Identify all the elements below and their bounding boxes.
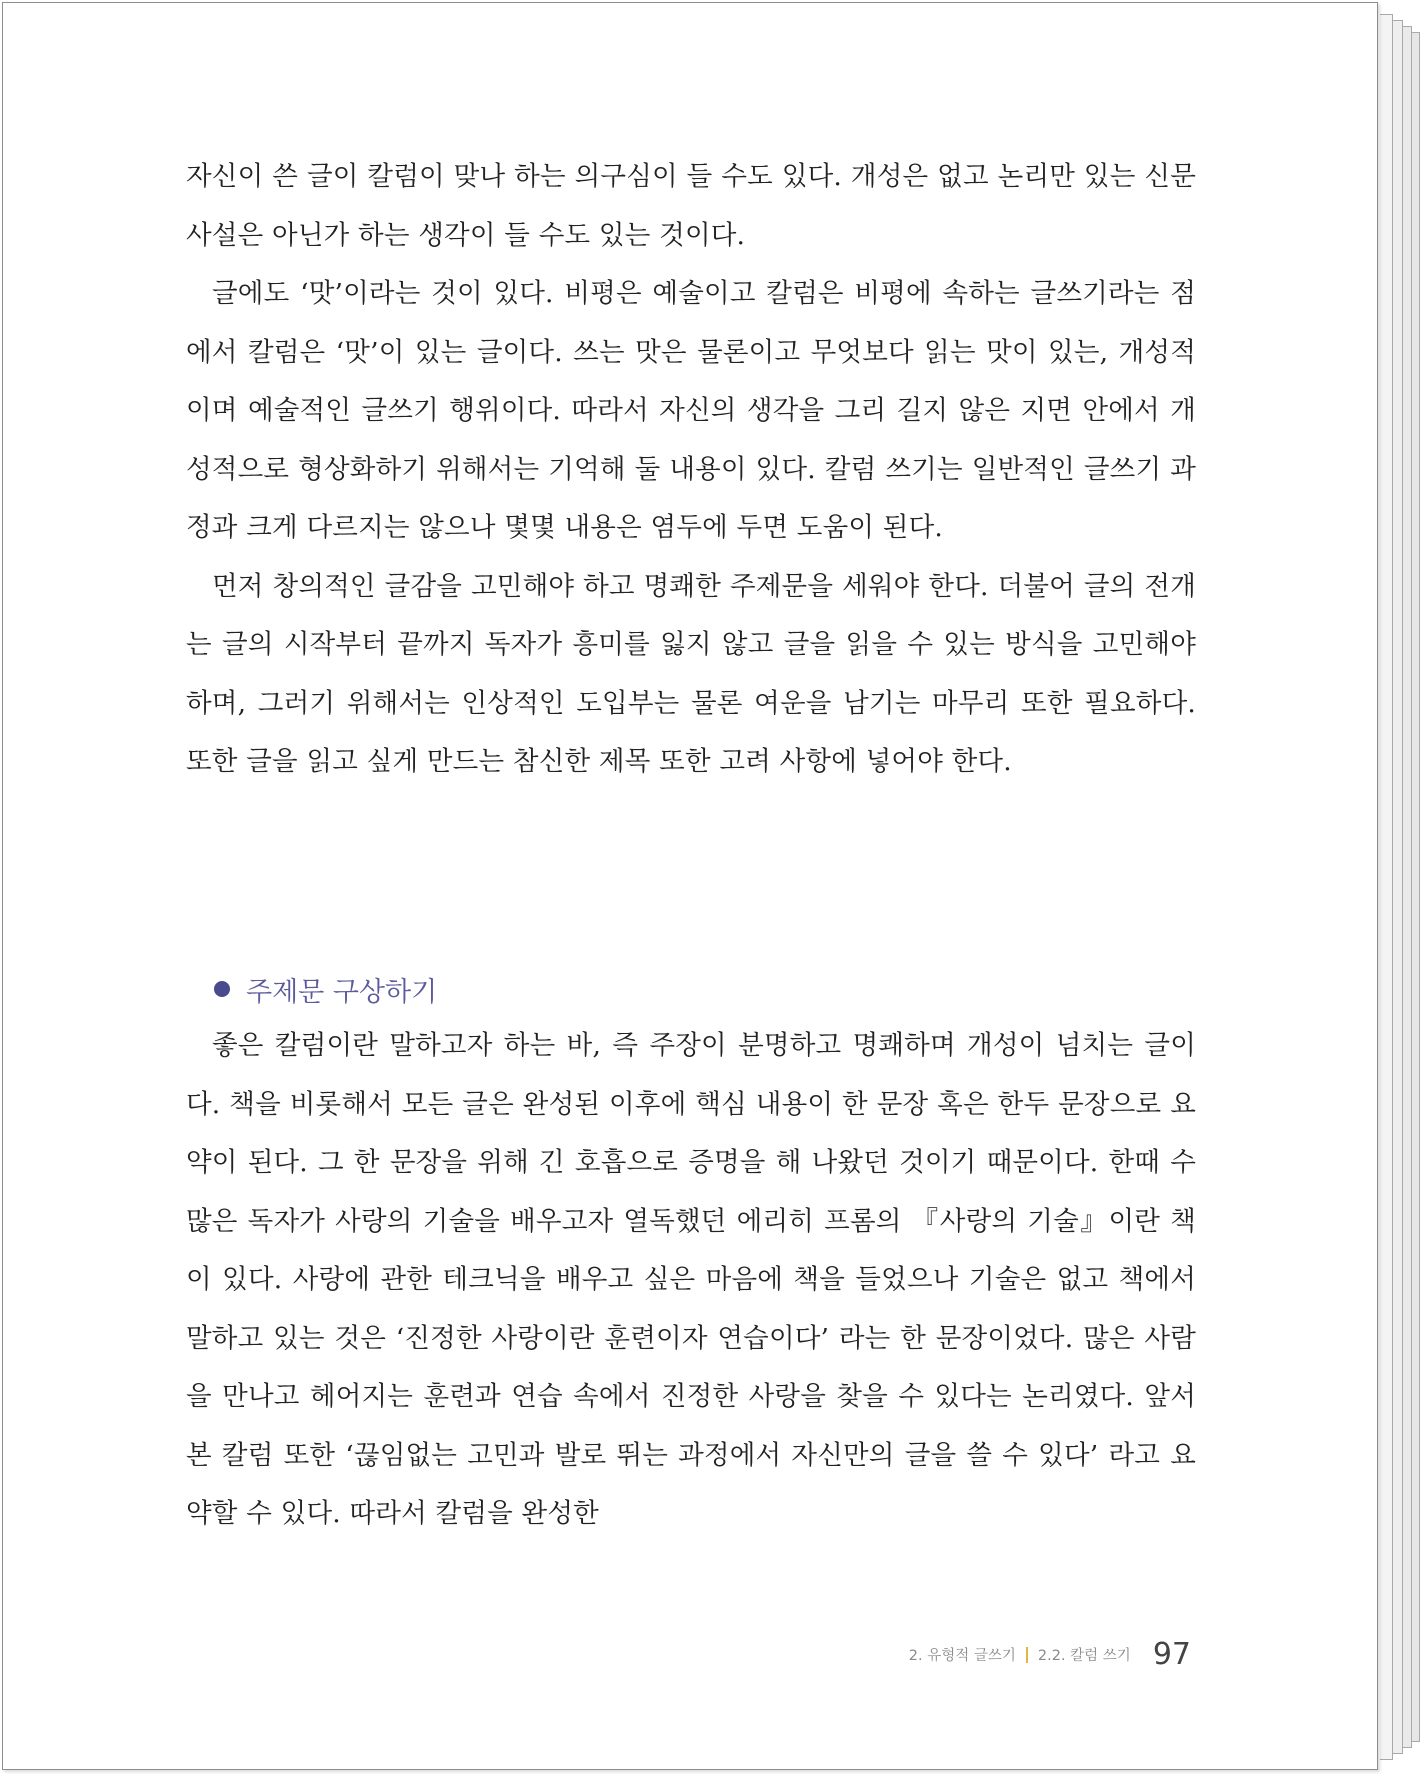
bullet-icon [214,981,230,997]
book-page [2,2,1378,1770]
footer-subsection: 2.2. 칼럼 쓰기 [1037,1648,1131,1664]
paragraph: 자신이 쓴 글이 칼럼이 맞나 하는 의구심이 들 수도 있다. 개성은 없고 논리만 있는 신문 사설은 아닌가 하는 생각이 들 수도 있는 것이다. [186,161,1196,251]
footer-separator [1026,1647,1028,1663]
page-edge [1402,26,1412,1748]
section-heading-text: 주제문 구상하기 [246,976,438,1008]
paragraph: 먼저 창의적인 글감을 고민해야 하고 명쾌한 주제문을 세워야 한다. 더불어 글의 전개는 글의 시작부터 끝까지 독자가 흥미를 잃지 않고 글을 읽을 수 있는 방식을 고민해야 하며, 그러기 위해서는 인상적인 도입부는 물론 여운을 남기는 마무리 또한 필요하다. 또한 글을 읽고 싶게 만드는 참신한 제목 또한 고려 사항에 넣어야 한다. [186,570,1196,777]
paragraph: 좋은 칼럼이란 말하고자 하는 바, 즉 주장이 분명하고 명쾌하며 개성이 넘치는 글이다. 책을 비롯해서 모든 글은 완성된 이후에 핵심 내용이 한 문장 혹은 한두 문장으로 요약이 된다. 그 한 문장을 위해 긴 호흡으로 증명을 해 나왔던 것이기 때문이다. 한때 수많은 독자가 사랑의 기술을 배우고자 열독했던 에리히 프롬의 『사랑의 기술』이란 책이 있다. 사랑에 관한 테크닉을 배우고 싶은 마음에 책을 들었으나 기술은 없고 책에서 말하고 있는 것은 ‘진정한 사랑이란 훈련이자 연습이다’ 라는 한 문장이었다. 많은 사람을 만나고 헤어지는 훈련과 연습 속에서 진정한 사랑을 찾을 수 있다는 논리였다. 앞서 본 칼럼 또한 ‘끊임없는 고민과 발로 뛰는 과정에서 자신만의 글을 쓸 수 있다’ 라고 요약할 수 있다. 따라서 칼럼을 완성한 [186,1030,1196,1529]
page-edge [1392,20,1403,1754]
page-edge [1411,32,1420,1742]
section-topic-sentence [186,961,1196,1544]
paragraph: 글에도 ‘맛’이라는 것이 있다. 비평은 예술이고 칼럼은 비평에 속하는 글쓰기라는 점에서 칼럼은 ‘맛’이 있는 글이다. 쓰는 맛은 물론이고 무엇보다 읽는 맛이 있는, 개성적이며 예술적인 글쓰기 행위이다. 따라서 자신의 생각을 그리 길지 않은 지면 안에서 개성적으로 형상화하기 위해서는 기억해 둘 내용이 있다. 칼럼 쓰기는 일반적인 글쓰기 과정과 크게 다르지는 않으나 몇몇 내용은 염두에 두면 도움이 된다. [186,278,1196,543]
footer-chapter: 2. 유형적 글쓰기 [908,1648,1016,1664]
section-heading [214,961,1196,1017]
page-number: 97 [1152,1637,1191,1672]
page-edge [1380,14,1393,1760]
running-footer [909,1637,1191,1672]
body-text [186,148,1196,792]
